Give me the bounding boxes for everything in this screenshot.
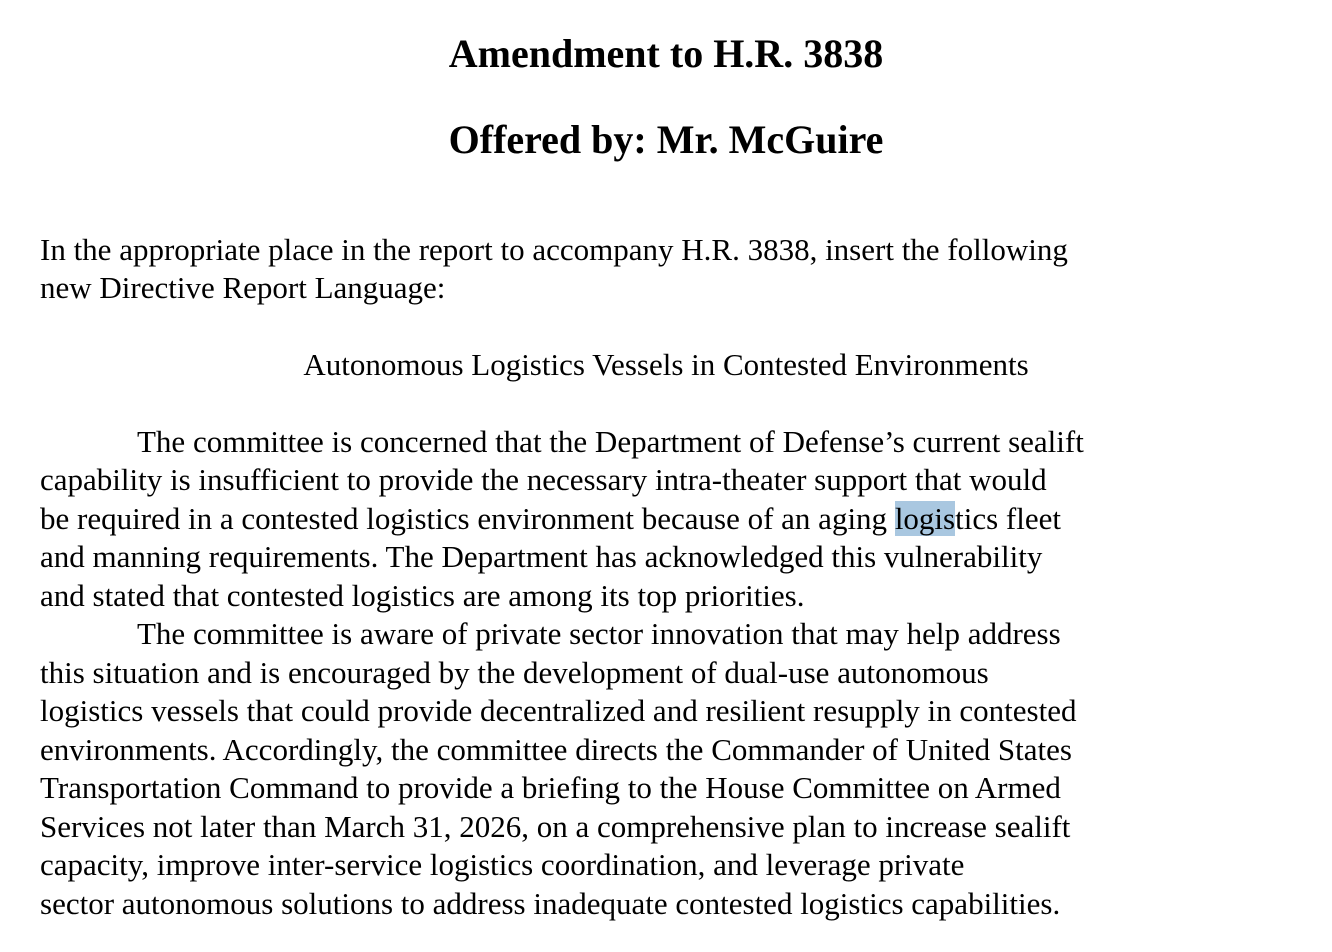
paragraph-2-line-1: The committee is aware of private sector innovation that may help address bbox=[137, 616, 1061, 651]
intro-line-1: In the appropriate place in the report to accompany H.R. 3838, insert the following bbox=[40, 232, 1068, 267]
paragraph-1-line-3-before: be required in a contested logistics environment because of an aging bbox=[40, 501, 895, 536]
intro-line-2: new Directive Report Language: bbox=[40, 270, 446, 305]
paragraph-1-line-5: and stated that contested logistics are among its top priorities. bbox=[40, 578, 805, 613]
paragraph-2-line-7: capacity, improve inter-service logistics coordination, and leverage private bbox=[40, 847, 965, 882]
paragraph-2-line-6: Services not later than March 31, 2026, on a comprehensive plan to increase sealift bbox=[40, 809, 1071, 844]
paragraph-2-line-8: sector autonomous solutions to address inadequate contested logistics capabilities. bbox=[40, 886, 1061, 921]
paragraph-1-line-2: capability is insufficient to provide the necessary intra-theater support that would bbox=[40, 462, 1047, 497]
selected-text-highlight[interactable]: logis bbox=[894, 501, 956, 536]
document-title: Amendment to H.R. 3838 bbox=[448, 31, 884, 76]
paragraph-2-line-4: environments. Accordingly, the committee directs the Commander of United States bbox=[40, 732, 1072, 767]
paragraph-1-line-1: The committee is concerned that the Department of Defense’s current sealift bbox=[137, 424, 1084, 459]
paragraph-1-line-3-after: tics fleet bbox=[955, 501, 1061, 536]
paragraph-2-line-2: this situation and is encouraged by the development of dual-use autonomous bbox=[40, 655, 989, 690]
paragraph-1-line-3 bbox=[40, 500, 1061, 538]
paragraph-2-line-3: logistics vessels that could provide decentralized and resilient resupply in contested bbox=[40, 693, 1077, 728]
section-heading: Autonomous Logistics Vessels in Contested Environments bbox=[303, 347, 1029, 382]
paragraph-2-line-5: Transportation Command to provide a briefing to the House Committee on Armed bbox=[40, 770, 1061, 805]
offered-by-heading: Offered by: Mr. McGuire bbox=[448, 117, 884, 162]
paragraph-1-line-4: and manning requirements. The Department has acknowledged this vulnerability bbox=[40, 539, 1043, 574]
